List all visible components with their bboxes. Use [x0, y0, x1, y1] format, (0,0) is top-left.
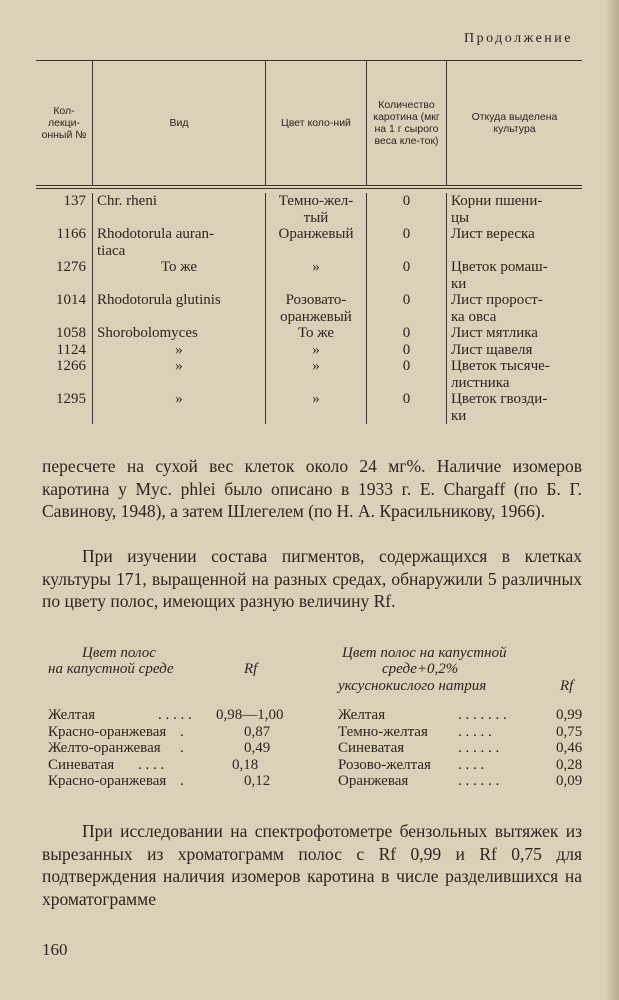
- rf-right-rf-label: Rf: [560, 678, 574, 694]
- rf-left-leader-dots: . . . . .: [158, 707, 192, 723]
- table-row: [36, 226, 582, 259]
- cell-colony-color: [265, 226, 366, 259]
- page-number: 160: [42, 940, 68, 959]
- cell-colony-color-line: Темно-жел-: [278, 193, 354, 209]
- cell-collection-no: 1295: [56, 391, 86, 407]
- cell-collection-no: 1124: [56, 341, 86, 358]
- cell-species-line: tiaca: [97, 242, 126, 259]
- rf-left-rf-value: 0,98—1,00: [216, 707, 284, 723]
- rf-right-leader-dots: . . . . . . .: [458, 707, 507, 723]
- rf-right-band-color: Темно-желтая: [338, 723, 428, 740]
- cell-source-line: Цветок гвозди-: [451, 391, 548, 407]
- cell-source-line: цы: [451, 209, 470, 226]
- rf-right-band-color: Розово-желтая: [338, 756, 431, 773]
- cell-carotene-amount: 0: [366, 391, 446, 424]
- cell-source-line: ки: [451, 407, 467, 424]
- page-edge-shadow: [605, 0, 619, 1000]
- cell-carotene-amount: 0: [366, 259, 446, 292]
- cell-source: [446, 226, 582, 259]
- rf-left-leader-dots: . . . .: [138, 756, 165, 773]
- rf-right-rf-value: 0,99: [556, 707, 583, 723]
- table-row: [36, 292, 582, 325]
- cell-colony-color-line: То же: [297, 325, 335, 341]
- rf-left-rf-value: 0,87: [244, 723, 271, 740]
- cell-species: [92, 292, 265, 325]
- rf-left-band-color: Красно-оранжевая: [48, 773, 167, 789]
- cell-collection-no: 1166: [56, 226, 86, 242]
- cell-source: [446, 193, 582, 226]
- cell-collection-no: 1266: [56, 358, 86, 374]
- paragraph-1: пересчете на сухой вес клеток около 24 мг%. Наличие изомеров каротина у Myc. phlei было описано в 1933 г. E. Chargaff (по Б. Г. Савинову, 1948), а затем Шлегелем (по Н. А. Красильникову, 1966).: [42, 456, 582, 521]
- strain-table: [36, 60, 582, 424]
- rf-left-band-color: Желто-оранжевая: [48, 740, 161, 756]
- rf-right-rf-value: 0,75: [556, 723, 583, 740]
- cell-source: [446, 358, 582, 391]
- cell-source-line: Корни пшени-: [451, 193, 543, 209]
- rf-left-header-line: на капустной среде: [48, 661, 174, 677]
- cell-colony-color-line: »: [312, 391, 320, 407]
- rf-right-header-line: среде+0,2%: [382, 661, 459, 677]
- header-source: Откуда выделена культура: [446, 61, 582, 185]
- cell-colony-color: [265, 358, 366, 391]
- cell-species: [92, 342, 265, 359]
- cell-species: [92, 325, 265, 342]
- cell-species-line: »: [175, 358, 183, 374]
- cell-colony-color-line: »: [312, 358, 320, 374]
- cell-species: [92, 226, 265, 259]
- cell-collection-no: 1058: [56, 325, 86, 341]
- rf-left-band-color: Красно-оранжевая: [48, 723, 167, 740]
- table-row: [36, 193, 582, 226]
- cell-carotene-amount: 0: [366, 292, 446, 325]
- rf-right-rf-value: 0,28: [556, 756, 583, 773]
- cell-species-line: Shorobolomyces: [97, 325, 198, 341]
- rf-left-rf-value: 0,18: [232, 756, 259, 773]
- cell-species: [92, 259, 265, 292]
- rf-left-band-color: Желтая: [48, 707, 96, 723]
- cell-source: [446, 259, 582, 292]
- rf-left-rf-value: 0,12: [244, 773, 271, 789]
- cell-source-line: Лист вереска: [451, 226, 535, 242]
- table-body: [36, 189, 582, 424]
- rf-left-rf-label: Rf: [244, 661, 258, 677]
- rf-right-leader-dots: . . . . .: [458, 723, 492, 740]
- cell-source: [446, 391, 582, 424]
- cell-species: [92, 358, 265, 391]
- cell-carotene-amount: 0: [366, 226, 446, 259]
- rf-right-rf-value: 0,09: [556, 773, 583, 789]
- cell-source: [446, 292, 582, 325]
- cell-source-line: Лист мятлика: [451, 325, 538, 341]
- rf-left-leader-dots: .: [180, 773, 184, 789]
- rf-right-band-color: Оранжевая: [338, 773, 409, 789]
- cell-colony-color: [265, 325, 366, 342]
- cell-colony-color-line: тый: [303, 209, 329, 226]
- rf-right-leader-dots: . . . . . .: [458, 740, 500, 756]
- rf-right-header-line: Цвет полос на капустной: [342, 645, 507, 661]
- cell-collection-no: 1014: [56, 292, 86, 308]
- table-row: [36, 391, 582, 424]
- cell-carotene-amount: 0: [366, 325, 446, 342]
- cell-colony-color: [265, 259, 366, 292]
- cell-colony-color: [265, 193, 366, 226]
- table-row: [36, 358, 582, 391]
- cell-colony-color-line: Оранжевый: [278, 226, 354, 242]
- header-carotene-amount: Количество каротина (мкг на 1 г сырого веса кле-ток): [366, 61, 446, 185]
- rf-left-rf-value: 0,49: [244, 740, 271, 756]
- cell-source: [446, 342, 582, 359]
- rf-right-header-line: уксуснокислого натрия: [338, 678, 487, 694]
- cell-source-line: Цветок ромаш-: [451, 259, 548, 275]
- rf-right-band-color: Синеватая: [338, 740, 405, 756]
- cell-species-line: »: [175, 391, 183, 407]
- cell-species-line: Chr. rheni: [97, 193, 157, 209]
- cell-source-line: Цветок тысяче-: [451, 358, 550, 374]
- rf-right-leader-dots: . . . .: [458, 756, 485, 773]
- cell-carotene-amount: 0: [366, 193, 446, 226]
- cell-source-line: ки: [451, 275, 467, 292]
- cell-carotene-amount: 0: [366, 342, 446, 359]
- cell-source-line: ка овса: [451, 308, 497, 325]
- table-row: [36, 342, 582, 359]
- rf-left-header-line: Цвет полос: [82, 645, 156, 661]
- paragraph-2: При изучении состава пигментов, содержащихся в клетках культуры 171, выращенной на разных средах, обнаружили 5 различных по цвету полос, имеющих разную величину Rf.: [42, 546, 582, 611]
- table-row: [36, 325, 582, 342]
- cell-species: [92, 391, 265, 424]
- header-colony-color: Цвет коло-ний: [265, 61, 366, 185]
- cell-colony-color: [265, 342, 366, 359]
- cell-colony-color-line: »: [312, 259, 320, 275]
- cell-species: [92, 193, 265, 226]
- cell-collection-no: 137: [63, 193, 86, 209]
- rf-left-band-color: Синеватая: [48, 756, 115, 773]
- cell-carotene-amount: 0: [366, 358, 446, 391]
- header-species: Вид: [92, 61, 265, 185]
- cell-species-line: То же: [160, 259, 198, 275]
- rf-right-leader-dots: . . . . . .: [458, 773, 500, 789]
- cell-source-line: Лист пророст-: [451, 292, 543, 308]
- header-collection-no: Кол-лекци-онный №: [41, 105, 87, 141]
- rf-right-rf-value: 0,46: [556, 740, 583, 756]
- cell-colony-color-line: »: [312, 341, 320, 358]
- rf-left-leader-dots: .: [180, 740, 184, 756]
- cell-colony-color: [265, 391, 366, 424]
- cell-species-line: Rhodotorula glutinis: [97, 292, 221, 308]
- table-header: [36, 61, 582, 185]
- rf-right-band-color: Желтая: [338, 707, 386, 723]
- cell-collection-no: 1276: [56, 259, 86, 275]
- cell-colony-color-line: Розовато-: [285, 292, 347, 308]
- paragraph-3: При исследовании на спектрофотометре бензольных вытяжек из вырезанных из хроматограмм полос с Rf 0,99 и Rf 0,75 для подтверждения наличия изомеров каротина в числе разделившихся на хроматограмме: [42, 821, 582, 909]
- cell-species-line: »: [175, 341, 183, 358]
- cell-source-line: листника: [451, 374, 510, 391]
- cell-colony-color: [265, 292, 366, 325]
- running-head: Продолжение: [463, 31, 573, 46]
- rf-left-leader-dots: .: [180, 723, 184, 740]
- cell-source: [446, 325, 582, 342]
- cell-species-line: Rhodotorula auran-: [97, 226, 215, 242]
- cell-source-line: Лист щавеля: [451, 341, 533, 358]
- table-row: [36, 259, 582, 292]
- cell-colony-color-line: оранжевый: [280, 308, 352, 325]
